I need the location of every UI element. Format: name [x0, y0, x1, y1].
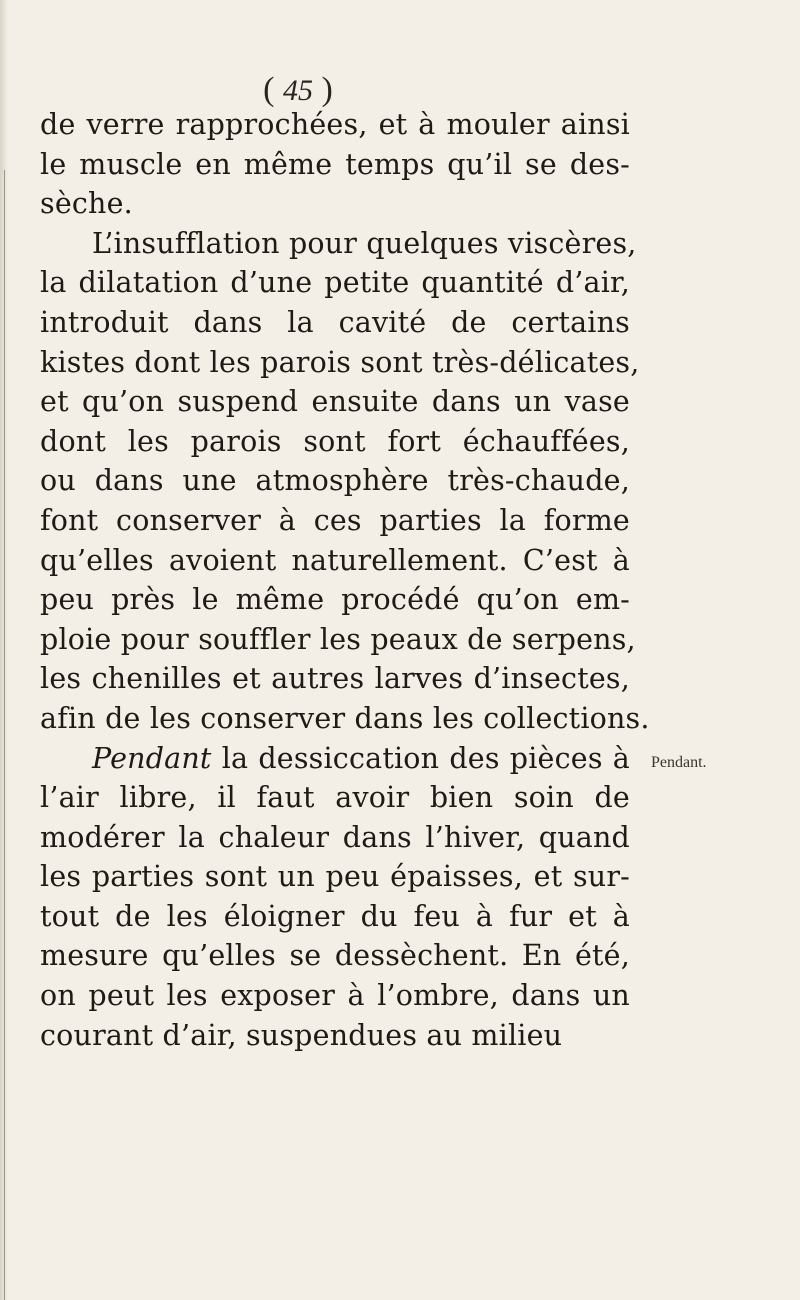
text-line: sèche. — [40, 187, 133, 221]
text-line: le muscle en même temps qu’il se des- — [40, 147, 630, 181]
text-line: on peut les exposer à l’ombre, dans un — [40, 979, 630, 1013]
text-line: tout de les éloigner du feu à fur et à — [40, 899, 630, 933]
text-line: qu’elles avoient naturellement. C’est à — [40, 543, 630, 577]
header-open-paren: ( — [263, 71, 283, 108]
text-line: ou dans une atmosphère très-chaude, — [40, 464, 630, 498]
body-text — [40, 105, 650, 1055]
text-line: ploie pour souffler les peaux de serpens, — [40, 622, 636, 656]
text-line — [40, 739, 630, 779]
text-line: les chenilles et autres larves d’insectes, — [40, 662, 630, 696]
binding-edge-line — [4, 170, 5, 1300]
text-line: afin de les conserver dans les collections. — [40, 701, 650, 735]
text-line: les parties sont un peu épaisses, et sur- — [40, 860, 630, 894]
text-line: de verre rapprochées, et à mouler ainsi — [40, 108, 630, 141]
text-line: L’insufflation pour quelques viscères, — [92, 226, 637, 260]
text-line: modérer la chaleur dans l’hiver, quand — [40, 820, 630, 854]
header-close-paren: ) — [313, 71, 333, 108]
page-number: 45 — [283, 74, 313, 107]
text-line: introduit dans la cavité de certains — [40, 305, 630, 339]
text-line: courant d’air, suspendues au milieu — [40, 1018, 563, 1052]
text-line: mesure qu’elles se dessèchent. En été, — [40, 939, 630, 973]
text-line: kistes dont les parois sont très-délicates, — [40, 345, 640, 379]
text-line: et qu’on suspend ensuite dans un vase — [40, 385, 630, 419]
text-line: font conserver à ces parties la forme — [40, 503, 630, 537]
text-line: l’air libre, il faut avoir bien soin de — [40, 781, 630, 815]
text-line: dont les parois sont fort échauffées, — [40, 424, 630, 458]
text-line: peu près le même procédé qu’on em- — [40, 583, 630, 617]
italic-word-pendant: Pendant — [92, 741, 212, 775]
margin-note: Pendant. — [651, 754, 707, 771]
text-line: la dilatation d’une petite quantité d’air, — [40, 266, 630, 300]
text-line-rest: la dessiccation des pièces à — [211, 741, 630, 775]
